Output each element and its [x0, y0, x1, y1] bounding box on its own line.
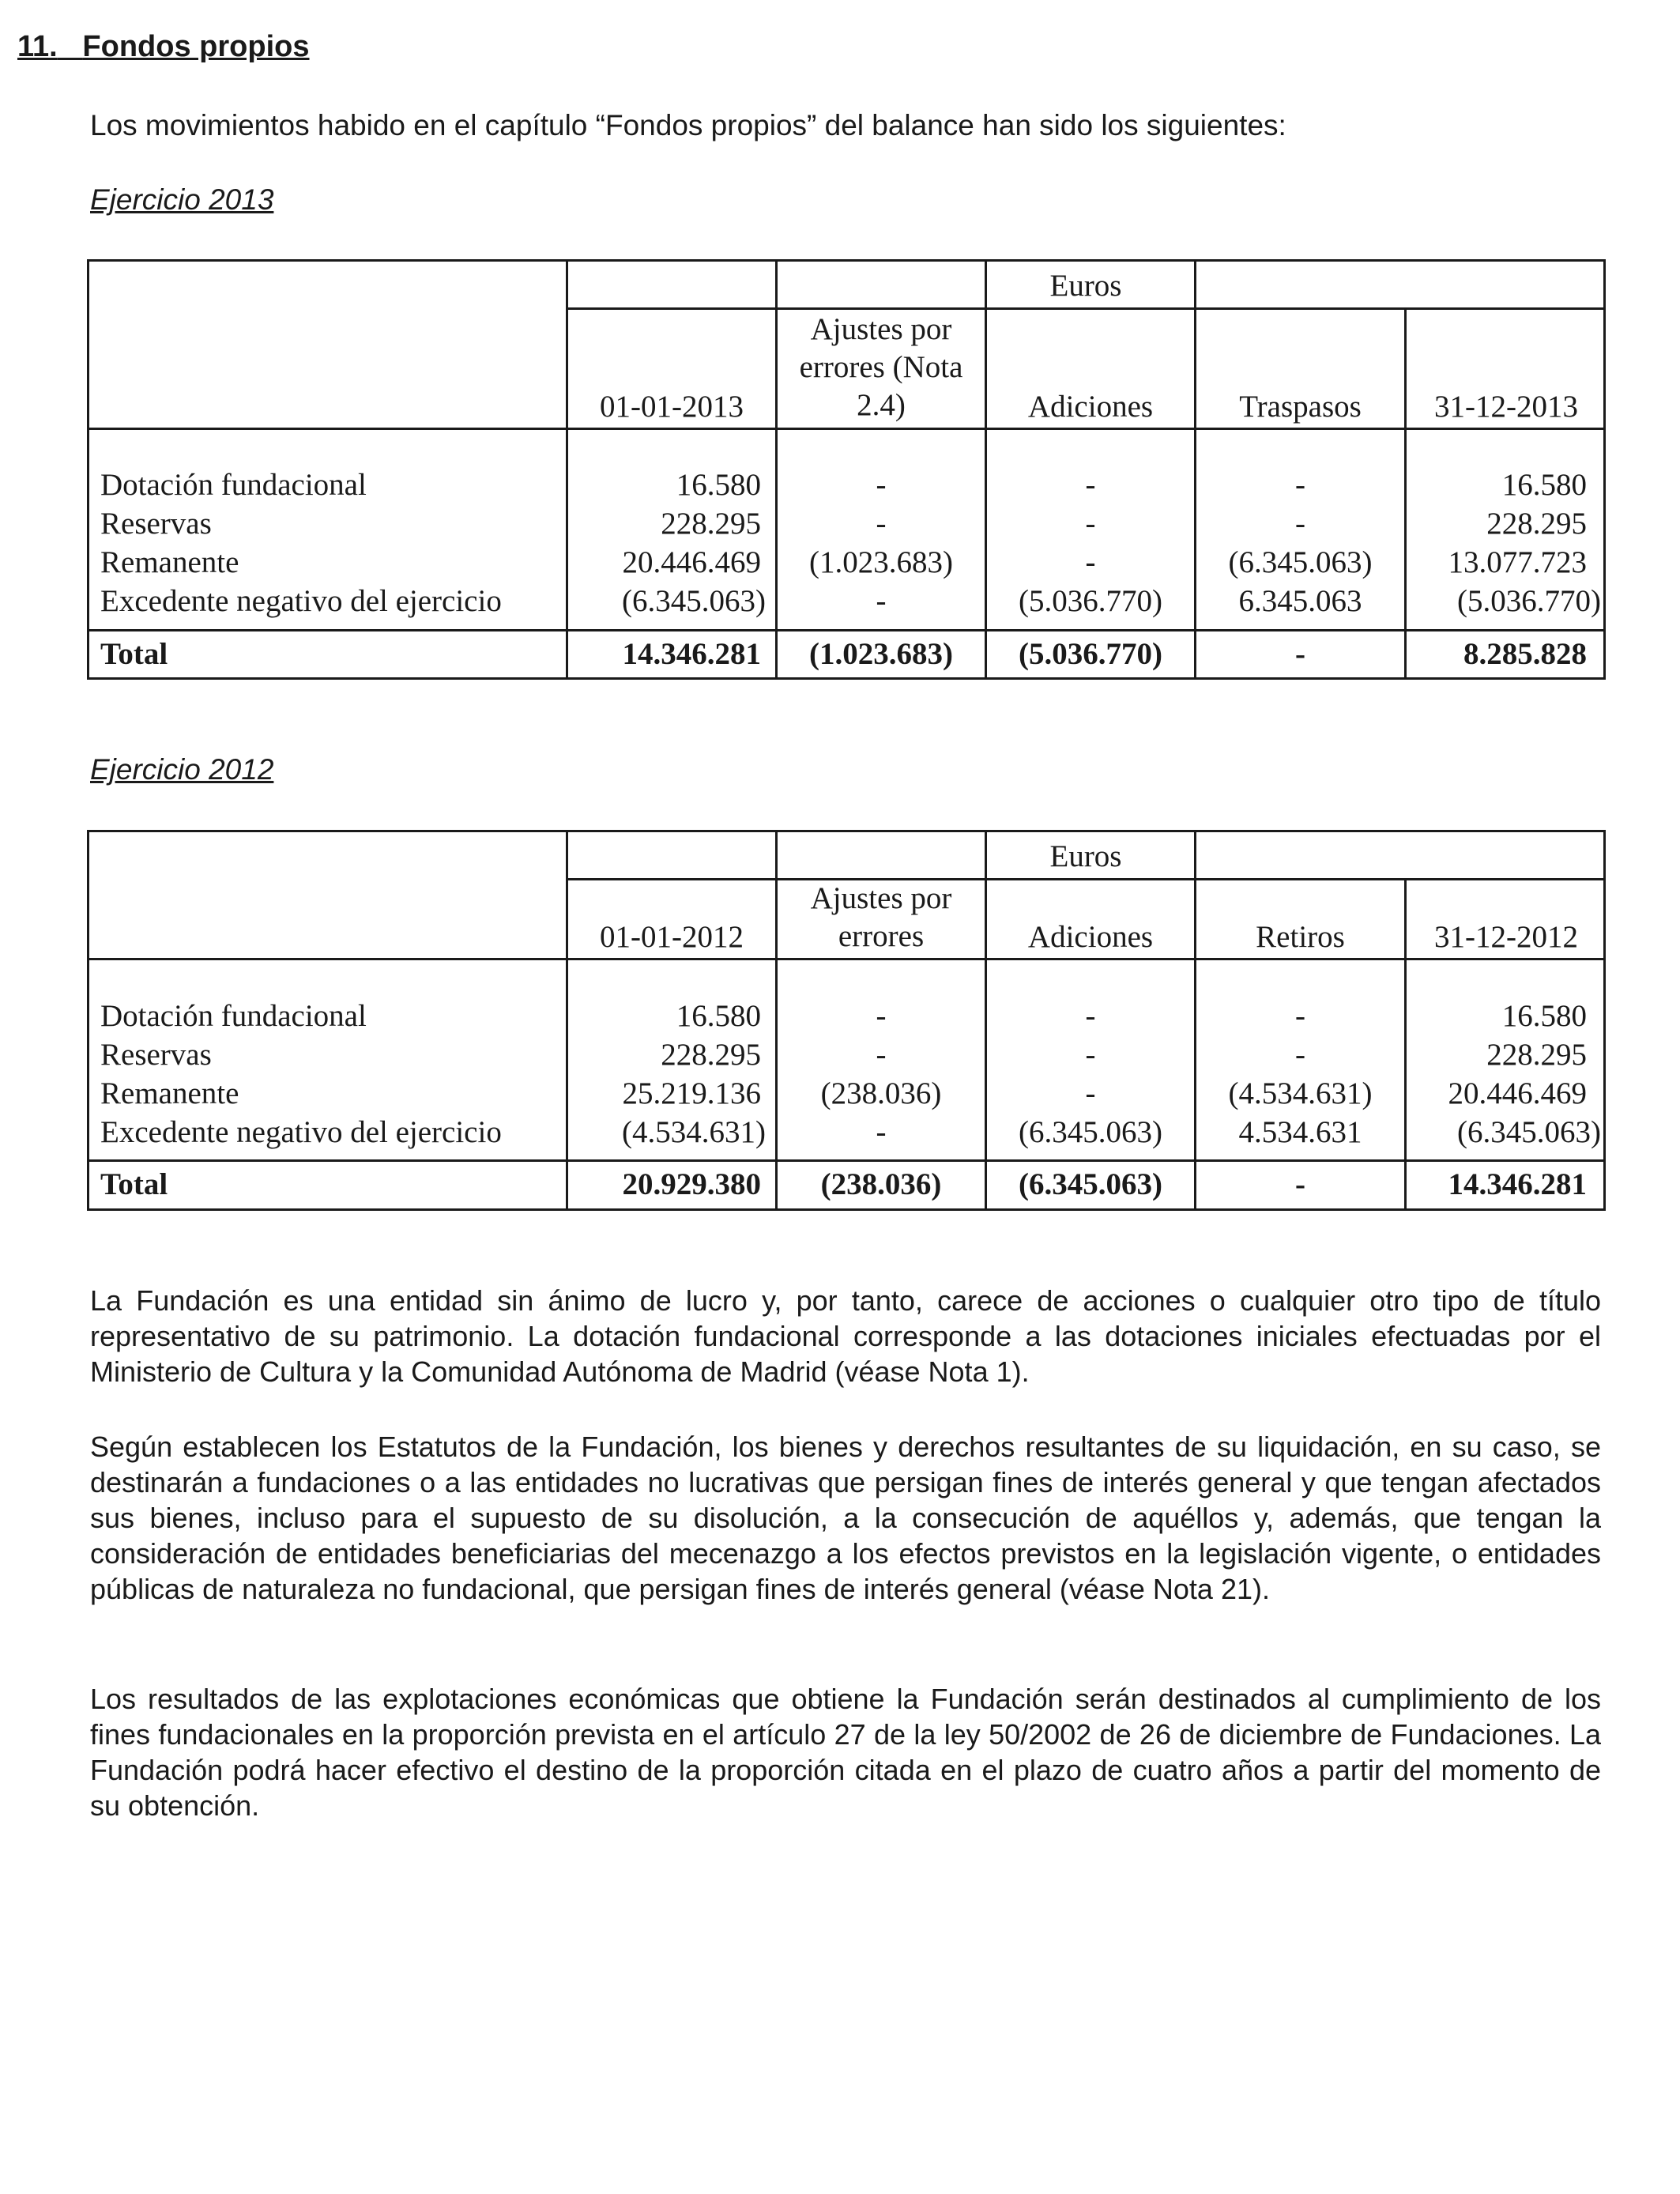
cell-value: (5.036.770)	[1457, 584, 1601, 618]
total-value: -	[1295, 637, 1305, 671]
cell-value: -	[1295, 1038, 1305, 1072]
cell-value: 20.446.469	[622, 545, 761, 579]
cell-value: (4.534.631)	[1228, 1076, 1373, 1110]
cell-value: -	[876, 1038, 887, 1072]
cell-value: (6.345.063)	[622, 584, 766, 618]
total-value: (1.023.683)	[809, 637, 953, 671]
cell-value: 16.580	[676, 468, 761, 502]
total-label: Total	[100, 1167, 168, 1201]
cell-value: 6.345.063	[1238, 584, 1362, 618]
cell-value: -	[876, 999, 887, 1033]
cell-value: 13.077.723	[1448, 545, 1587, 579]
section-number: 11.	[17, 30, 58, 63]
cell-value: 16.580	[676, 999, 761, 1033]
cell-value: -	[1295, 507, 1305, 541]
cell-value: (6.345.063)	[1019, 1115, 1162, 1149]
col-header-closing: 31-12-2013	[1434, 390, 1578, 424]
total-value: 14.346.281	[1448, 1167, 1587, 1201]
cell-value: -	[1085, 507, 1096, 541]
row-label: Excedente negativo del ejercicio	[100, 584, 502, 618]
col-header-adjustments: Ajustes por errores	[810, 881, 952, 953]
row-label: Reservas	[100, 1038, 212, 1072]
cell-value: 16.580	[1501, 468, 1587, 502]
cell-value: 25.219.136	[622, 1076, 761, 1110]
table-2013	[87, 259, 1606, 680]
row-label: Excedente negativo del ejercicio	[100, 1115, 502, 1149]
cell-value: 228.295	[661, 1038, 761, 1072]
cell-value: 20.446.469	[1448, 1076, 1587, 1110]
total-label: Total	[100, 637, 168, 671]
cell-value: -	[876, 468, 887, 502]
cell-value: -	[1085, 468, 1096, 502]
section-title-text: Fondos propios	[82, 30, 310, 63]
currency-header: Euros	[1049, 839, 1122, 873]
cell-value: 4.534.631	[1238, 1115, 1362, 1149]
paragraph: Según establecen los Estatutos de la Fundación, los bienes y derechos resultantes de su liquidación, en su caso, se destinarán a fundaciones o a las entidades no lucrativas que persigan fines de interés general y que tengan afectados sus bienes, incluso para el supuesto de su disolución, a la consecución de aquéllos y, además, que tengan la consideración de entidades beneficiarias del mecenazgo a los efectos previstos en la legislación vigente, o entidades públicas de naturaleza no fundacional, que persigan fines de interés general (véase Nota 21).	[90, 1431, 1601, 1605]
total-value: 8.285.828	[1463, 637, 1587, 671]
cell-value: -	[1295, 999, 1305, 1033]
cell-value: (5.036.770)	[1019, 584, 1162, 618]
cell-value: -	[876, 1115, 887, 1149]
intro-text: Los movimientos habido en el capítulo “Fondos propios” del balance han sido los siguientes:	[90, 109, 1286, 141]
table-2012	[87, 830, 1606, 1211]
row-label: Dotación fundacional	[100, 999, 367, 1033]
cell-value: (1.023.683)	[809, 545, 953, 579]
total-value: (5.036.770)	[1019, 637, 1162, 671]
table-2012-heading: Ejercicio 2012	[90, 753, 274, 786]
section-title	[17, 30, 310, 64]
paragraph: La Fundación es una entidad sin ánimo de lucro y, por tanto, carece de acciones o cualquier otro tipo de título representativo de su patrimonio. La dotación fundacional corresponde a las dotaciones iniciales efectuadas por el Ministerio de Cultura y la Comunidad Autónoma de Madrid (véase Nota 1).	[90, 1284, 1601, 1388]
cell-value: 228.295	[661, 507, 761, 541]
total-value: (238.036)	[820, 1167, 942, 1201]
cell-value: -	[1085, 999, 1096, 1033]
cell-value: -	[876, 584, 887, 618]
cell-value: 228.295	[1486, 1038, 1587, 1072]
total-value: 14.346.281	[622, 637, 761, 671]
total-value: 20.929.380	[622, 1167, 761, 1201]
table-2013-heading: Ejercicio 2013	[90, 183, 274, 216]
col-header-withdrawals: Retiros	[1256, 920, 1345, 954]
col-header-additions: Adiciones	[1027, 920, 1154, 954]
cell-value: -	[1085, 545, 1096, 579]
cell-value: (6.345.063)	[1457, 1115, 1601, 1149]
col-header-closing: 31-12-2012	[1434, 920, 1578, 954]
col-header-adjustments: Ajustes por errores (Nota 2.4)	[799, 312, 963, 422]
cell-value: 228.295	[1486, 507, 1587, 541]
cell-value: (6.345.063)	[1228, 545, 1373, 579]
row-label: Reservas	[100, 507, 212, 541]
row-label: Remanente	[100, 545, 239, 579]
cell-value: -	[1085, 1076, 1096, 1110]
col-header-transfers: Traspasos	[1239, 390, 1362, 424]
paragraph: Los resultados de las explotaciones económicas que obtiene la Fundación serán destinados al cumplimiento de los fines fundacionales en la proporción prevista en el artículo 27 de la ley 50/2002 de 26 de diciembre de Fundaciones. La Fundación podrá hacer efectivo el destino de la proporción citada en el plazo de cuatro años a partir del momento de su obtención.	[90, 1683, 1601, 1822]
total-value: -	[1295, 1167, 1305, 1201]
row-label: Remanente	[100, 1076, 239, 1110]
cell-value: 16.580	[1501, 999, 1587, 1033]
total-value: (6.345.063)	[1019, 1167, 1162, 1201]
cell-value: (4.534.631)	[622, 1115, 766, 1149]
cell-value: (238.036)	[820, 1076, 942, 1110]
cell-value: -	[1295, 468, 1305, 502]
cell-value: -	[876, 507, 887, 541]
col-header-opening: 01-01-2012	[600, 920, 744, 954]
row-label: Dotación fundacional	[100, 468, 367, 502]
currency-header: Euros	[1049, 269, 1122, 303]
col-header-opening: 01-01-2013	[600, 390, 744, 424]
col-header-additions: Adiciones	[1027, 390, 1154, 424]
cell-value: -	[1085, 1038, 1096, 1072]
